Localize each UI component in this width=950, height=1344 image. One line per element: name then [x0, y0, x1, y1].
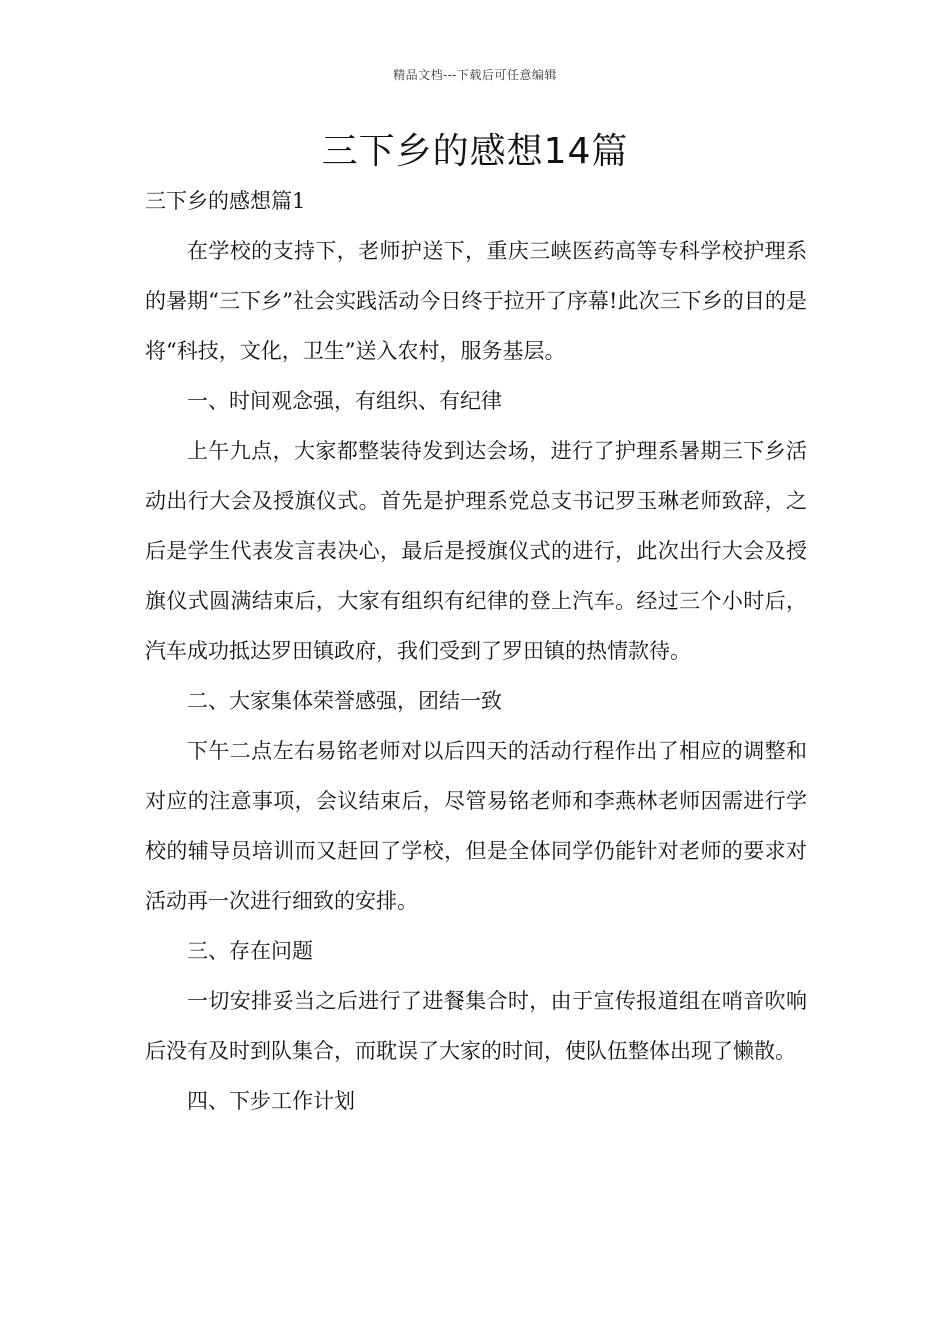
paragraph-4: 一切安排妥当之后进行了进餐集合时，由于宣传报道组在哨音吹响后没有及时到队集合，而耽误了大家的时间，使队伍整体出现了懒散。 [145, 989, 807, 1063]
paragraph-3: 下午二点左右易铭老师对以后四天的活动行程作出了相应的调整和对应的注意事项，会议结束后，尽管易铭老师和李燕林老师因需进行学校的辅导员培训而又赶回了学校，但是全体同学仍能针对老师的要求对活动再一次进行细致的安排。 [145, 739, 807, 913]
paragraph-1: 在学校的支持下，老师护送下，重庆三峡医药高等专科学校护理系的暑期“三下乡”社会实践活动今日终于拉开了序幕!此次三下乡的目的是将“科技，文化，卫生”送入农村，服务基层。 [145, 239, 807, 363]
paragraph-2: 上午九点，大家都整装待发到达会场，进行了护理系暑期三下乡活动出行大会及授旗仪式。首先是护理系党总支书记罗玉琳老师致辞，之后是学生代表发言表决心，最后是授旗仪式的进行，此次出行大会及授旗仪式圆满结束后，大家有组织有纪律的登上汽车。经过三个小时后，汽车成功抵达罗田镇政府，我们受到了罗田镇的热情款待。 [145, 439, 807, 663]
document-body [145, 176, 807, 1126]
section-heading-1: 一、时间观念强，有组织、有纪律 [187, 389, 502, 413]
section-heading-3: 三、存在问题 [187, 939, 313, 963]
section-heading-2: 二、大家集体荣誉感强，团结一致 [187, 689, 502, 713]
page-title: 三下乡的感想14篇 [321, 131, 629, 172]
header-note: 精品文档---下载后可任意编辑 [393, 68, 557, 82]
section-heading-4: 四、下步工作计划 [187, 1089, 355, 1113]
section-title: 三下乡的感想篇1 [145, 189, 306, 213]
